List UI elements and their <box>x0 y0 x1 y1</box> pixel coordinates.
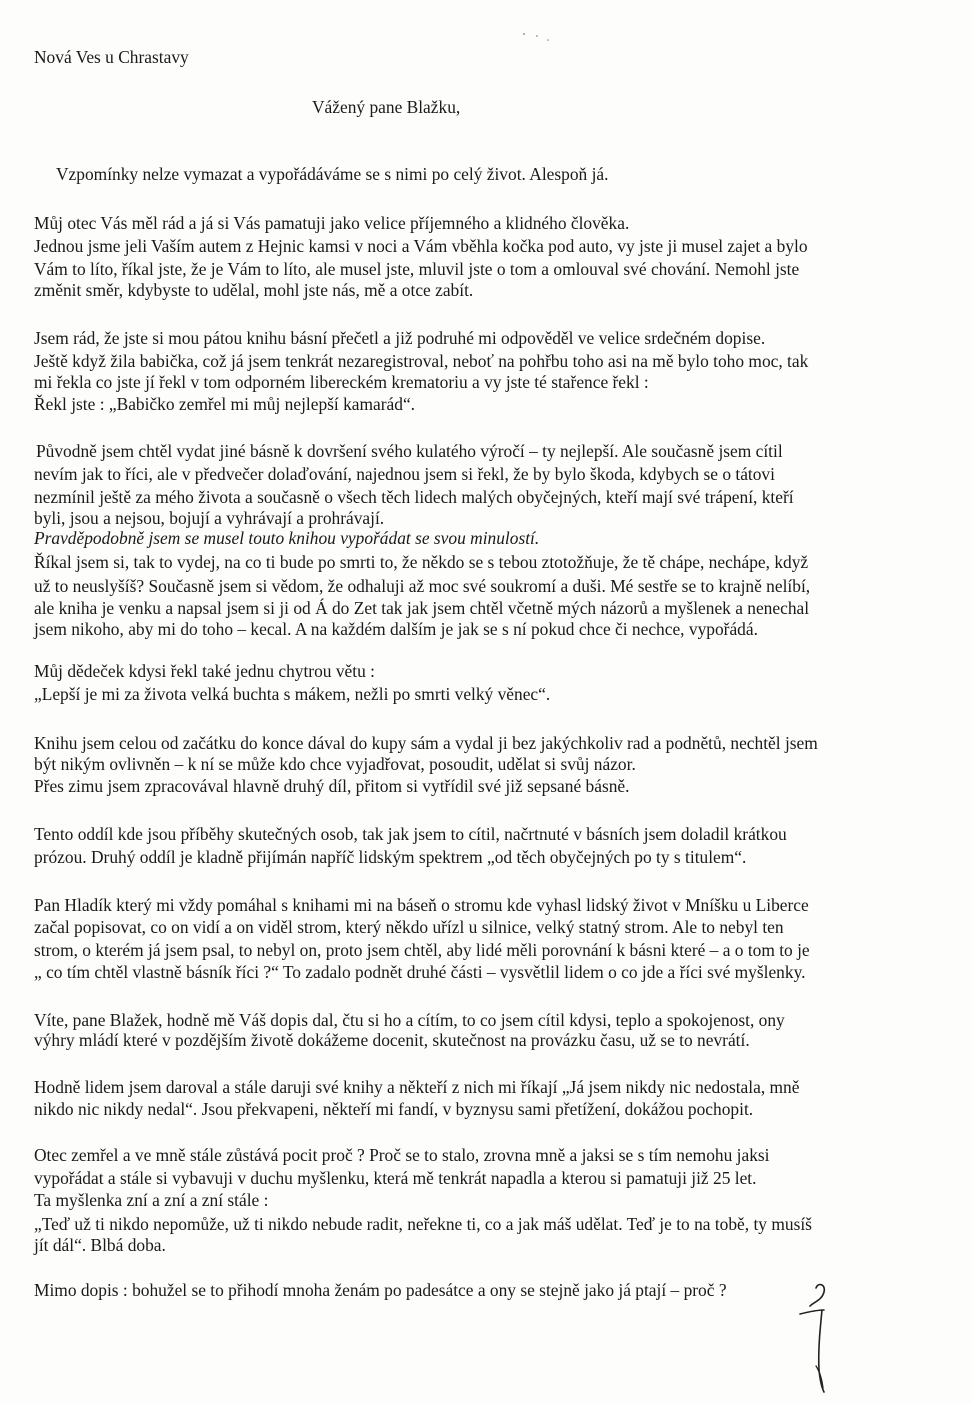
letter-line: Přes zimu jsem zpracovával hlavně druhý díl, přitom si vytřídil své již sepsané básně. <box>34 776 630 796</box>
letter-line: nezmínil ještě za mého života a současně o všech těch lidech malých obyčejných, kteří mají své trápení, kteří <box>34 487 794 507</box>
letter-line: být nikým ovlivněn – k ní se může kdo chce vyjadřovat, posoudit, udělat si svůj názor. <box>34 754 636 774</box>
letter-line: začal popisovat, co on vidí a on viděl strom, který někdo uřízl u silnice, velký statný strom. Ale to nebyl ten <box>34 917 784 937</box>
letter-place: Nová Ves u Chrastavy <box>34 47 189 67</box>
letter-line: Jednou jsme jeli Vaším autem z Hejnic kamsi v noci a Vám vběhla kočka pod auto, vy jste ji musel zajet a bylo <box>34 236 808 256</box>
letter-line: Můj otec Vás měl rád a já si Vás pamatuji jako velice příjemného a klidného člověka. <box>34 213 630 233</box>
letter-line: Můj dědeček kdysi řekl také jednu chytrou větu : <box>34 661 375 681</box>
paper-specks <box>0 0 972 140</box>
letter-line: Hodně lidem jsem daroval a stále daruji své knihy a někteří z nich mi říkají „Já jsem nikdy nic nedostala, mně <box>34 1077 800 1097</box>
letter-line: Původně jsem chtěl vydat jiné básně k dovršení svého kulatého výročí – ty nejlepší. Ale současně jsem cítil <box>36 441 783 461</box>
letter-line: jsem nikoho, aby mi do toho – kecal. A na každém dalším je jak se s ní pokud chce či nechce, vypořádá. <box>34 619 758 639</box>
letter-line: mi řekla co jste jí řekl v tom odporném libereckém krematoriu a vy jste té stařence řekl : <box>34 372 649 392</box>
letter-line: výhry mládí které v pozdějším životě dokážeme docenit, skutečnost na provázku času, už se to nevrátí. <box>34 1030 750 1050</box>
handwritten-signature-mark <box>786 1280 846 1400</box>
letter-line: Řekl jste : „Babičko zemřel mi můj nejlepší kamarád“. <box>34 394 416 414</box>
letter-line: Mimo dopis : bohužel se to přihodí mnoha ženám po padesátce a ony se stejně jako já ptají – proč ? <box>34 1280 727 1300</box>
letter-line: jít dál“. Blbá doba. <box>34 1235 166 1255</box>
letter-line: Víte, pane Blažek, hodně mě Váš dopis dal, čtu si ho a cítím, to co jsem cítil kdysi, teplo a spokojenost, ony <box>34 1010 785 1030</box>
letter-line: vypořádat a stále si vybavuji v duchu myšlenku, která mě tenkrát napadla a kterou si pamatuji již 25 let. <box>34 1168 757 1188</box>
letter-line: byli, jsou a nejsou, bojují a vyhrávají a prohrávají. <box>34 508 385 528</box>
letter-line: nevím jak to říci, ale v předvečer dolaďování, najednou jsem si řekl, že by bylo škoda, kdybych se o tátovi <box>34 464 775 484</box>
letter-line: už to neuslyšíš? Současně jsem si vědom, že odhaluji až moc své soukromí a duši. Mé sestře se to krajně nelíbí, <box>34 576 811 596</box>
letter-line: Říkal jsem si, tak to vydej, na co ti bude po smrti to, že někdo se s tebou ztotožňuje, že tě chápe, nechápe, když <box>34 552 809 572</box>
letter-line: Otec zemřel a ve mně stále zůstává pocit proč ? Proč se to stalo, zrovna mně a jaksi se s tím nemohu jaksi <box>34 1145 770 1165</box>
letter-salutation: Vážený pane Blažku, <box>312 97 461 117</box>
letter-line: Vám to líto, říkal jste, že je Vám to líto, ale musel jste, mluvil jste o tom a omlouval své chování. Nemohl jste <box>34 259 800 279</box>
letter-line: Knihu jsem celou od začátku do konce dával do kupy sám a vydal ji bez jakýchkoliv rad a podnětů, nechtěl jsem <box>34 733 818 753</box>
letter-line: Pravděpodobně jsem se musel touto knihou vypořádat se svou minulostí. <box>34 528 540 548</box>
letter-line: „ co tím chtěl vlastně básník říci ?“ To zadalo podnět druhé části – vysvětlil lidem o co jde a říci své myšlenky. <box>34 962 806 982</box>
letter-line: Ta myšlenka zní a zní a zní stále : <box>34 1190 269 1210</box>
letter-line: „Teď už ti nikdo nepomůže, už ti nikdo nebude radit, neřekne ti, co a jak máš udělat. Teď je to na tobě, ty musíš <box>34 1214 812 1234</box>
letter-line: Pan Hladík který mi vždy pomáhal s knihami mi na báseň o stromu kde vyhasl lidský život v Mníšku u Liberce <box>34 895 809 915</box>
letter-line: změnit směr, kdybyste to udělal, mohl jste nás, mě a otce zabít. <box>34 280 474 300</box>
letter-line: Ještě když žila babička, což já jsem tenkrát nezaregistroval, neboť na pohřbu toho asi na mě bylo toho moc, tak <box>34 351 809 371</box>
letter-line: Jsem rád, že jste si mou pátou knihu básní přečetl a již podruhé mi odpověděl ve velice srdečném dopise. <box>34 328 766 348</box>
letter-line: ale kniha je venku a napsal jsem si ji od Á do Zet tak jak jsem chtěl včetně mých názorů a myšlenek a nenechal <box>34 598 810 618</box>
letter-line: „Lepší je mi za života velká buchta s mákem, nežli po smrti velký věnec“. <box>34 684 551 704</box>
letter-line: nikdo nic nikdy nedal“. Jsou překvapeni, někteří mi fandí, v byznysu sami přetížení, dokážou pochopit. <box>34 1099 754 1119</box>
letter-line: strom, o kterém já jsem psal, to nebyl on, proto jsem chtěl, aby lidé měli porovnání k básni které – a o tom to je <box>34 940 810 960</box>
letter-line: Tento oddíl kde jsou příběhy skutečných osob, tak jak jsem to cítil, načrtnuté v básních jsem doladil krátkou <box>34 824 787 844</box>
letter-line: Vzpomínky nelze vymazat a vypořádáváme se s nimi po celý život. Alespoň já. <box>56 164 609 184</box>
letter-line: prózou. Druhý oddíl je kladně přijímán napříč lidským spektrem „od těch obyčejných po ty s titulem“. <box>34 847 747 867</box>
